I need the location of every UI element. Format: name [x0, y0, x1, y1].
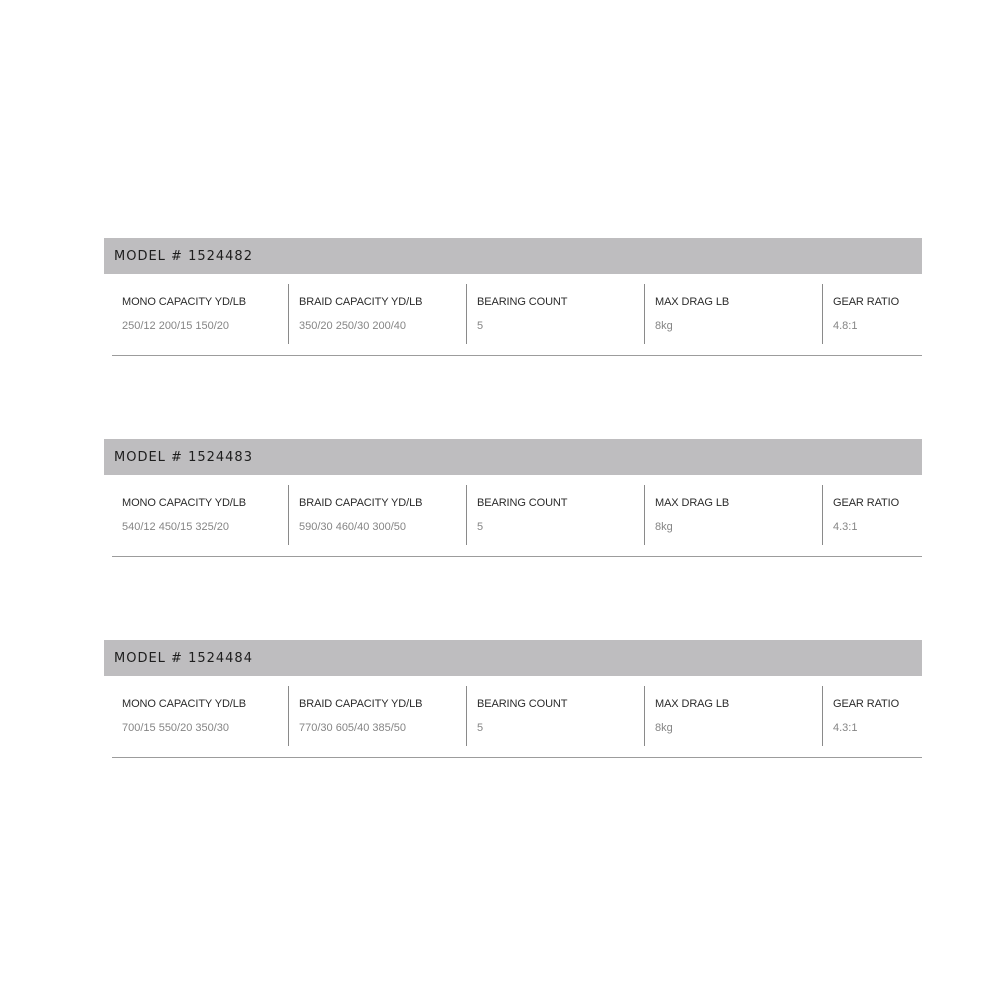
spec-value: 700/15 550/20 350/30 [122, 722, 230, 734]
spec-mono-capacity [112, 475, 289, 556]
spec-label: GEAR RATIO [833, 296, 900, 308]
spec-value: 5 [477, 320, 484, 332]
spec-label: BRAID CAPACITY YD/LB [299, 296, 423, 308]
spec-value: 8kg [655, 521, 673, 533]
model-spec-table-1 [104, 238, 922, 356]
spec-gear-ratio [823, 475, 922, 556]
spec-value: 540/12 450/15 325/20 [122, 521, 230, 533]
spec-value: 4.8:1 [833, 320, 858, 332]
spec-label: BRAID CAPACITY YD/LB [299, 698, 423, 710]
spec-value: 8kg [655, 722, 673, 734]
spec-row [112, 475, 922, 557]
model-title: MODEL # 1524484 [114, 650, 253, 666]
model-header [104, 439, 922, 475]
spec-label: MONO CAPACITY YD/LB [122, 296, 247, 308]
spec-label: MONO CAPACITY YD/LB [122, 497, 247, 509]
spec-bearing-count [467, 676, 645, 757]
spec-max-drag [645, 475, 823, 556]
spec-label: GEAR RATIO [833, 497, 900, 509]
spec-label: BRAID CAPACITY YD/LB [299, 497, 423, 509]
spec-value: 250/12 200/15 150/20 [122, 320, 230, 332]
model-spec-table-2 [104, 439, 922, 557]
spec-value: 5 [477, 722, 484, 734]
model-spec-table-3 [104, 640, 922, 758]
spec-label: MAX DRAG LB [655, 296, 730, 308]
spec-label: MAX DRAG LB [655, 497, 730, 509]
spec-max-drag [645, 676, 823, 757]
spec-mono-capacity [112, 274, 289, 355]
spec-bearing-count [467, 475, 645, 556]
model-title: MODEL # 1524482 [114, 248, 253, 264]
spec-row [112, 274, 922, 356]
model-title: MODEL # 1524483 [114, 449, 253, 465]
spec-value: 770/30 605/40 385/50 [299, 722, 407, 734]
spec-row [112, 676, 922, 758]
spec-mono-capacity [112, 676, 289, 757]
spec-value: 590/30 460/40 300/50 [299, 521, 407, 533]
spec-value: 5 [477, 521, 484, 533]
spec-label: MONO CAPACITY YD/LB [122, 698, 247, 710]
model-header [104, 640, 922, 676]
model-header [104, 238, 922, 274]
spec-braid-capacity [289, 475, 467, 556]
spec-label: GEAR RATIO [833, 698, 900, 710]
spec-label: MAX DRAG LB [655, 698, 730, 710]
spec-label: BEARING COUNT [477, 497, 568, 509]
spec-braid-capacity [289, 274, 467, 355]
spec-braid-capacity [289, 676, 467, 757]
spec-label: BEARING COUNT [477, 698, 568, 710]
spec-gear-ratio [823, 676, 922, 757]
spec-max-drag [645, 274, 823, 355]
spec-value: 4.3:1 [833, 722, 858, 734]
spec-value: 350/20 250/30 200/40 [299, 320, 407, 332]
spec-label: BEARING COUNT [477, 296, 568, 308]
spec-value: 4.3:1 [833, 521, 858, 533]
spec-gear-ratio [823, 274, 922, 355]
spec-value: 8kg [655, 320, 673, 332]
spec-bearing-count [467, 274, 645, 355]
